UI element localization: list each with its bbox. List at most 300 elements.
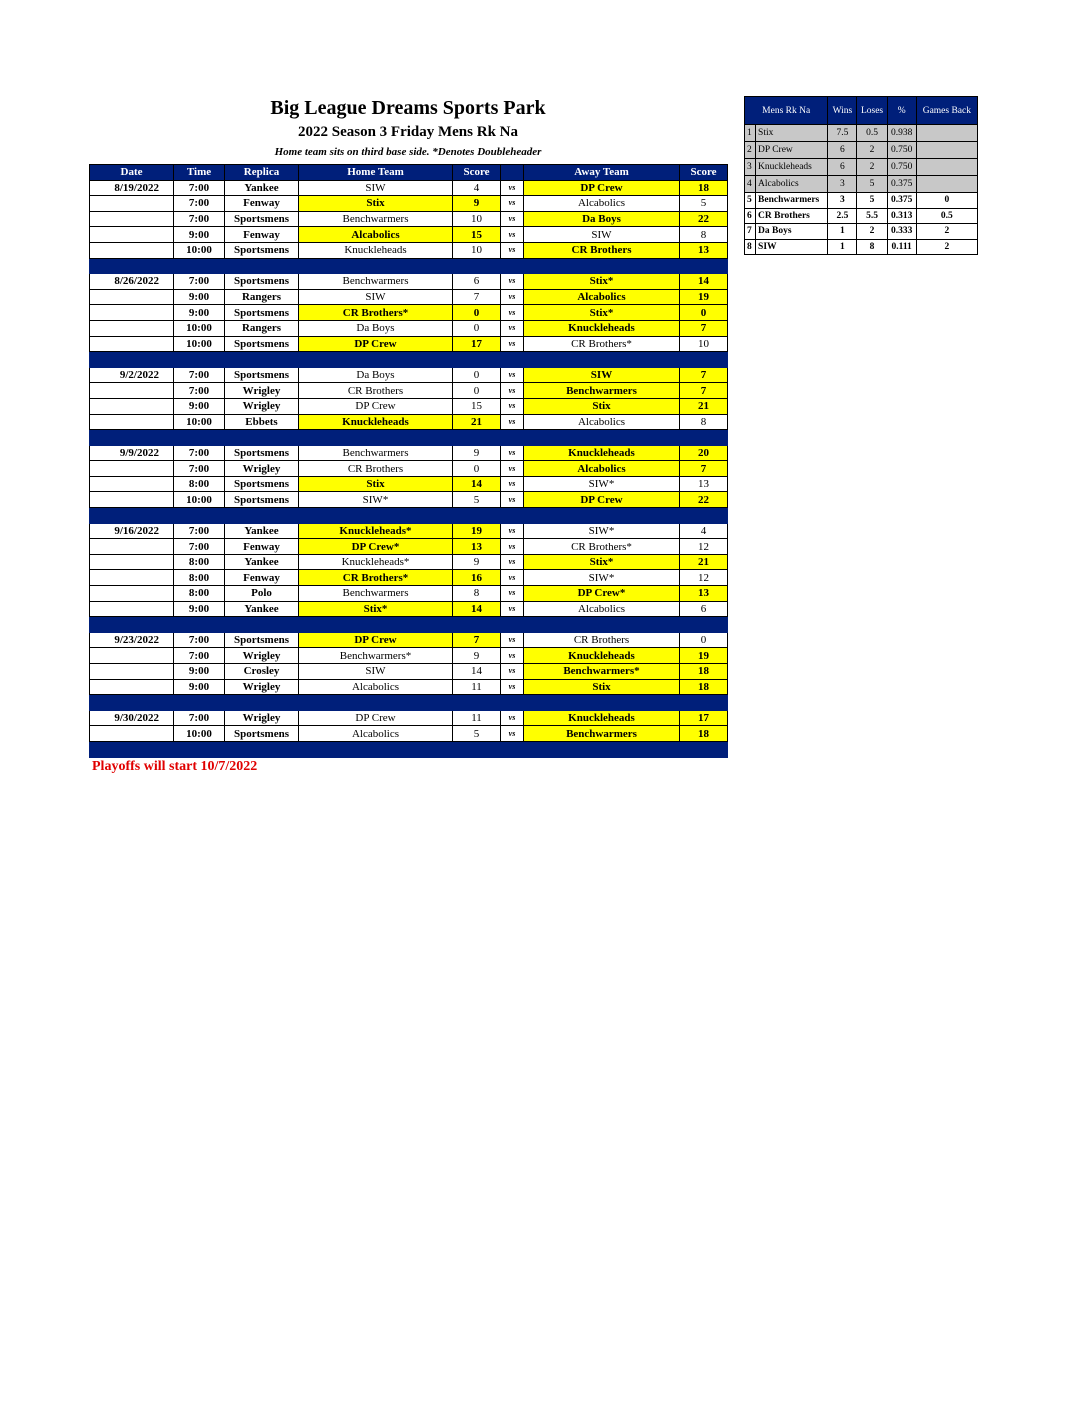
game-row [90, 726, 728, 742]
game-row [90, 476, 728, 492]
game-time: 8:00 [174, 570, 225, 586]
col-replica-header: Replica [225, 165, 299, 181]
away-team: Da Boys [524, 211, 680, 227]
game-field: Ebbets [225, 414, 299, 430]
game-time: 7:00 [174, 274, 225, 290]
standings-team: Knuckleheads [756, 159, 828, 176]
separator-cell [225, 617, 299, 633]
game-row [90, 632, 728, 648]
game-field: Sportsmens [225, 726, 299, 742]
home-team: Alcabolics [299, 227, 453, 243]
game-row [90, 383, 728, 399]
schedule-header-row [90, 165, 728, 181]
game-field: Wrigley [225, 710, 299, 726]
vs-label: vs [501, 305, 524, 321]
standings-pct-header: % [887, 97, 916, 125]
vs-label: vs [501, 180, 524, 196]
separator-cell [90, 695, 174, 711]
game-date [90, 601, 174, 617]
away-score: 4 [680, 523, 728, 539]
game-field: Wrigley [225, 398, 299, 414]
separator-cell [225, 352, 299, 368]
away-score: 7 [680, 461, 728, 477]
separator-cell [524, 430, 680, 446]
home-team: DP Crew [299, 336, 453, 352]
game-row [90, 414, 728, 430]
game-time: 9:00 [174, 305, 225, 321]
game-date [90, 227, 174, 243]
game-field: Sportsmens [225, 632, 299, 648]
standings-gb-header: Games Back [916, 97, 977, 125]
home-score: 17 [453, 336, 501, 352]
home-score: 9 [453, 554, 501, 570]
standings-rank: 1 [745, 125, 756, 142]
vs-label: vs [501, 367, 524, 383]
game-field: Sportsmens [225, 367, 299, 383]
separator-cell [225, 508, 299, 524]
home-team: Benchwarmers [299, 445, 453, 461]
standings-row [745, 159, 978, 176]
separator-cell [225, 741, 299, 757]
separator-cell [524, 741, 680, 757]
game-time: 7:00 [174, 710, 225, 726]
away-score: 18 [680, 679, 728, 695]
vs-label: vs [501, 461, 524, 477]
away-score: 10 [680, 336, 728, 352]
separator-cell [90, 741, 174, 757]
game-date [90, 196, 174, 212]
home-team: DP Crew [299, 710, 453, 726]
game-time: 8:00 [174, 586, 225, 602]
standings-rank: 5 [745, 193, 756, 209]
away-score: 18 [680, 726, 728, 742]
separator-cell [453, 695, 501, 711]
away-team: Stix [524, 679, 680, 695]
col-vs-header [501, 165, 524, 181]
game-date [90, 726, 174, 742]
vs-label: vs [501, 242, 524, 258]
separator-cell [299, 617, 453, 633]
game-field: Rangers [225, 289, 299, 305]
separator-cell [453, 258, 501, 274]
home-team: SIW [299, 180, 453, 196]
standings-rank: 2 [745, 142, 756, 159]
standings-games-back [916, 159, 977, 176]
home-score: 11 [453, 710, 501, 726]
standings-wins: 1 [828, 239, 857, 255]
vs-label: vs [501, 570, 524, 586]
away-team: DP Crew [524, 180, 680, 196]
game-field: Polo [225, 586, 299, 602]
standings-team: DP Crew [756, 142, 828, 159]
standings-team: Alcabolics [756, 176, 828, 193]
home-score: 9 [453, 196, 501, 212]
home-team: Knuckleheads [299, 242, 453, 258]
game-date [90, 648, 174, 664]
game-field: Wrigley [225, 679, 299, 695]
game-date: 9/9/2022 [90, 445, 174, 461]
standings-row [745, 193, 978, 209]
standings-rank: 6 [745, 208, 756, 224]
standings-rank: 4 [745, 176, 756, 193]
game-row [90, 648, 728, 664]
away-score: 18 [680, 664, 728, 680]
game-date: 9/16/2022 [90, 523, 174, 539]
away-team: Stix [524, 398, 680, 414]
separator-cell [453, 352, 501, 368]
separator-cell [225, 695, 299, 711]
game-date [90, 554, 174, 570]
away-score: 13 [680, 476, 728, 492]
home-team: CR Brothers* [299, 570, 453, 586]
home-score: 11 [453, 679, 501, 695]
home-score: 15 [453, 398, 501, 414]
separator-cell [680, 617, 728, 633]
separator-cell [174, 508, 225, 524]
separator-cell [524, 258, 680, 274]
home-team: Knuckleheads* [299, 523, 453, 539]
home-team: Stix [299, 196, 453, 212]
separator-cell [524, 508, 680, 524]
game-time: 10:00 [174, 242, 225, 258]
standings-team: SIW [756, 239, 828, 255]
standings-games-back: 0 [916, 193, 977, 209]
away-score: 13 [680, 242, 728, 258]
game-time: 10:00 [174, 320, 225, 336]
game-date [90, 586, 174, 602]
vs-label: vs [501, 196, 524, 212]
away-team: CR Brothers [524, 242, 680, 258]
vs-label: vs [501, 554, 524, 570]
standings-rank: 3 [745, 159, 756, 176]
game-date: 9/23/2022 [90, 632, 174, 648]
standings-rank: 7 [745, 224, 756, 240]
standings-pct: 0.750 [887, 159, 916, 176]
separator-cell [90, 617, 174, 633]
away-team: Stix* [524, 554, 680, 570]
home-score: 19 [453, 523, 501, 539]
game-row [90, 320, 728, 336]
game-field: Yankee [225, 180, 299, 196]
standings-pct: 0.313 [887, 208, 916, 224]
game-time: 7:00 [174, 445, 225, 461]
away-team: Benchwarmers [524, 383, 680, 399]
away-team: Knuckleheads [524, 710, 680, 726]
standings-wins: 3 [828, 193, 857, 209]
game-field: Wrigley [225, 648, 299, 664]
standings-games-back [916, 176, 977, 193]
game-field: Fenway [225, 539, 299, 555]
home-team: DP Crew [299, 632, 453, 648]
vs-label: vs [501, 289, 524, 305]
game-row [90, 367, 728, 383]
game-time: 9:00 [174, 289, 225, 305]
page-title: Big League Dreams Sports Park [270, 97, 546, 119]
home-team: Da Boys [299, 320, 453, 336]
game-date [90, 383, 174, 399]
game-field: Sportsmens [225, 476, 299, 492]
game-field: Fenway [225, 196, 299, 212]
separator-cell [225, 430, 299, 446]
away-score: 0 [680, 305, 728, 321]
game-time: 7:00 [174, 523, 225, 539]
game-date [90, 320, 174, 336]
game-row [90, 570, 728, 586]
game-time: 10:00 [174, 492, 225, 508]
separator-cell [90, 508, 174, 524]
home-team: Alcabolics [299, 679, 453, 695]
game-row [90, 274, 728, 290]
home-score: 9 [453, 648, 501, 664]
separator-cell [299, 508, 453, 524]
vs-label: vs [501, 383, 524, 399]
away-score: 8 [680, 414, 728, 430]
away-team: SIW [524, 227, 680, 243]
game-date [90, 414, 174, 430]
home-score: 14 [453, 601, 501, 617]
game-row [90, 710, 728, 726]
separator-cell [90, 430, 174, 446]
col-date-header: Date [90, 165, 174, 181]
away-team: SIW* [524, 570, 680, 586]
standings-loses-header: Loses [857, 97, 887, 125]
game-field: Sportsmens [225, 445, 299, 461]
standings-loses: 5 [857, 176, 887, 193]
home-team: Benchwarmers [299, 274, 453, 290]
separator-cell [453, 430, 501, 446]
home-score: 0 [453, 461, 501, 477]
home-score: 5 [453, 492, 501, 508]
standings-loses: 2 [857, 224, 887, 240]
separator-cell [524, 695, 680, 711]
standings-pct: 0.333 [887, 224, 916, 240]
vs-label: vs [501, 710, 524, 726]
home-score: 16 [453, 570, 501, 586]
game-time: 7:00 [174, 383, 225, 399]
vs-label: vs [501, 445, 524, 461]
standings-body [745, 125, 978, 255]
game-time: 7:00 [174, 211, 225, 227]
away-score: 7 [680, 383, 728, 399]
vs-label: vs [501, 679, 524, 695]
vs-label: vs [501, 539, 524, 555]
away-team: Stix* [524, 305, 680, 321]
week-separator [90, 430, 728, 446]
home-team: DP Crew [299, 398, 453, 414]
game-field: Yankee [225, 523, 299, 539]
standings-games-back: 2 [916, 239, 977, 255]
game-row [90, 445, 728, 461]
standings-games-back: 2 [916, 224, 977, 240]
vs-label: vs [501, 664, 524, 680]
game-field: Yankee [225, 554, 299, 570]
col-away-score-header: Score [680, 165, 728, 181]
game-field: Sportsmens [225, 242, 299, 258]
home-team: Alcabolics [299, 726, 453, 742]
separator-cell [299, 695, 453, 711]
week-separator [90, 352, 728, 368]
standings-header-row [745, 97, 978, 125]
home-team: Benchwarmers* [299, 648, 453, 664]
home-score: 9 [453, 445, 501, 461]
col-time-header: Time [174, 165, 225, 181]
standings-row [745, 208, 978, 224]
standings-team: Stix [756, 125, 828, 142]
col-away-team-header: Away Team [524, 165, 680, 181]
separator-cell [680, 258, 728, 274]
standings-team: Benchwarmers [756, 193, 828, 209]
away-score: 21 [680, 398, 728, 414]
vs-label: vs [501, 726, 524, 742]
game-date: 9/2/2022 [90, 367, 174, 383]
game-date [90, 461, 174, 477]
game-field: Fenway [225, 570, 299, 586]
game-date [90, 664, 174, 680]
home-team: Stix [299, 476, 453, 492]
separator-cell [90, 352, 174, 368]
page-subtitle: 2022 Season 3 Friday Mens Rk Na [297, 124, 518, 140]
separator-cell [501, 741, 524, 757]
standings-wins: 6 [828, 142, 857, 159]
home-score: 10 [453, 211, 501, 227]
separator-cell [680, 741, 728, 757]
home-team: Da Boys [299, 367, 453, 383]
away-score: 22 [680, 492, 728, 508]
away-team: CR Brothers [524, 632, 680, 648]
home-team: CR Brothers [299, 461, 453, 477]
schedule-body [90, 180, 728, 757]
game-row [90, 679, 728, 695]
separator-cell [174, 258, 225, 274]
game-date [90, 476, 174, 492]
away-score: 12 [680, 570, 728, 586]
home-team: Stix* [299, 601, 453, 617]
game-time: 8:00 [174, 554, 225, 570]
home-score: 0 [453, 383, 501, 399]
separator-cell [90, 258, 174, 274]
away-score: 5 [680, 196, 728, 212]
home-team: CR Brothers [299, 383, 453, 399]
standings-wins-header: Wins [828, 97, 857, 125]
away-team: CR Brothers* [524, 539, 680, 555]
home-team: SIW* [299, 492, 453, 508]
game-time: 7:00 [174, 632, 225, 648]
home-score: 7 [453, 289, 501, 305]
standings-row [745, 125, 978, 142]
home-score: 6 [453, 274, 501, 290]
game-date [90, 679, 174, 695]
week-separator [90, 508, 728, 524]
game-row [90, 539, 728, 555]
game-time: 7:00 [174, 648, 225, 664]
standings-rank: 8 [745, 239, 756, 255]
away-score: 0 [680, 632, 728, 648]
away-team: DP Crew [524, 492, 680, 508]
vs-label: vs [501, 632, 524, 648]
game-date: 9/30/2022 [90, 710, 174, 726]
separator-cell [524, 352, 680, 368]
separator-cell [524, 617, 680, 633]
away-team: CR Brothers* [524, 336, 680, 352]
home-team: Benchwarmers [299, 211, 453, 227]
separator-cell [680, 352, 728, 368]
game-field: Fenway [225, 227, 299, 243]
game-field: Yankee [225, 601, 299, 617]
week-separator [90, 741, 728, 757]
away-team: Alcabolics [524, 461, 680, 477]
home-score: 14 [453, 664, 501, 680]
game-date [90, 211, 174, 227]
standings-loses: 2 [857, 159, 887, 176]
separator-cell [453, 617, 501, 633]
away-team: Benchwarmers* [524, 664, 680, 680]
standings-games-back: 0.5 [916, 208, 977, 224]
game-date: 8/19/2022 [90, 180, 174, 196]
vs-label: vs [501, 320, 524, 336]
game-date [90, 539, 174, 555]
home-score: 5 [453, 726, 501, 742]
standings-wins: 1 [828, 224, 857, 240]
game-time: 7:00 [174, 196, 225, 212]
week-separator [90, 258, 728, 274]
standings-wins: 7.5 [828, 125, 857, 142]
home-score: 4 [453, 180, 501, 196]
standings-row [745, 239, 978, 255]
away-score: 14 [680, 274, 728, 290]
away-score: 19 [680, 648, 728, 664]
separator-cell [501, 617, 524, 633]
vs-label: vs [501, 414, 524, 430]
away-team: Stix* [524, 274, 680, 290]
away-score: 8 [680, 227, 728, 243]
standings-pct: 0.375 [887, 193, 916, 209]
standings-team-header: Mens Rk Na [745, 97, 828, 125]
separator-cell [453, 741, 501, 757]
vs-label: vs [501, 523, 524, 539]
standings-loses: 5.5 [857, 208, 887, 224]
standings-games-back [916, 142, 977, 159]
vs-label: vs [501, 398, 524, 414]
game-row [90, 196, 728, 212]
game-time: 9:00 [174, 601, 225, 617]
game-row [90, 601, 728, 617]
game-field: Sportsmens [225, 336, 299, 352]
separator-cell [174, 352, 225, 368]
away-team: Alcabolics [524, 196, 680, 212]
game-row [90, 586, 728, 602]
game-date: 8/26/2022 [90, 274, 174, 290]
game-time: 7:00 [174, 367, 225, 383]
home-team: Knuckleheads [299, 414, 453, 430]
game-date [90, 289, 174, 305]
game-time: 8:00 [174, 476, 225, 492]
separator-cell [501, 695, 524, 711]
separator-cell [299, 258, 453, 274]
away-score: 21 [680, 554, 728, 570]
standings-loses: 2 [857, 142, 887, 159]
home-score: 10 [453, 242, 501, 258]
game-row [90, 336, 728, 352]
away-score: 18 [680, 180, 728, 196]
schedule-note: Home team sits on third base side. *Denotes Doubleheader [274, 146, 542, 158]
vs-label: vs [501, 336, 524, 352]
standings-pct: 0.938 [887, 125, 916, 142]
game-field: Sportsmens [225, 305, 299, 321]
standings-pct: 0.111 [887, 239, 916, 255]
week-separator [90, 617, 728, 633]
separator-cell [174, 741, 225, 757]
game-time: 7:00 [174, 461, 225, 477]
